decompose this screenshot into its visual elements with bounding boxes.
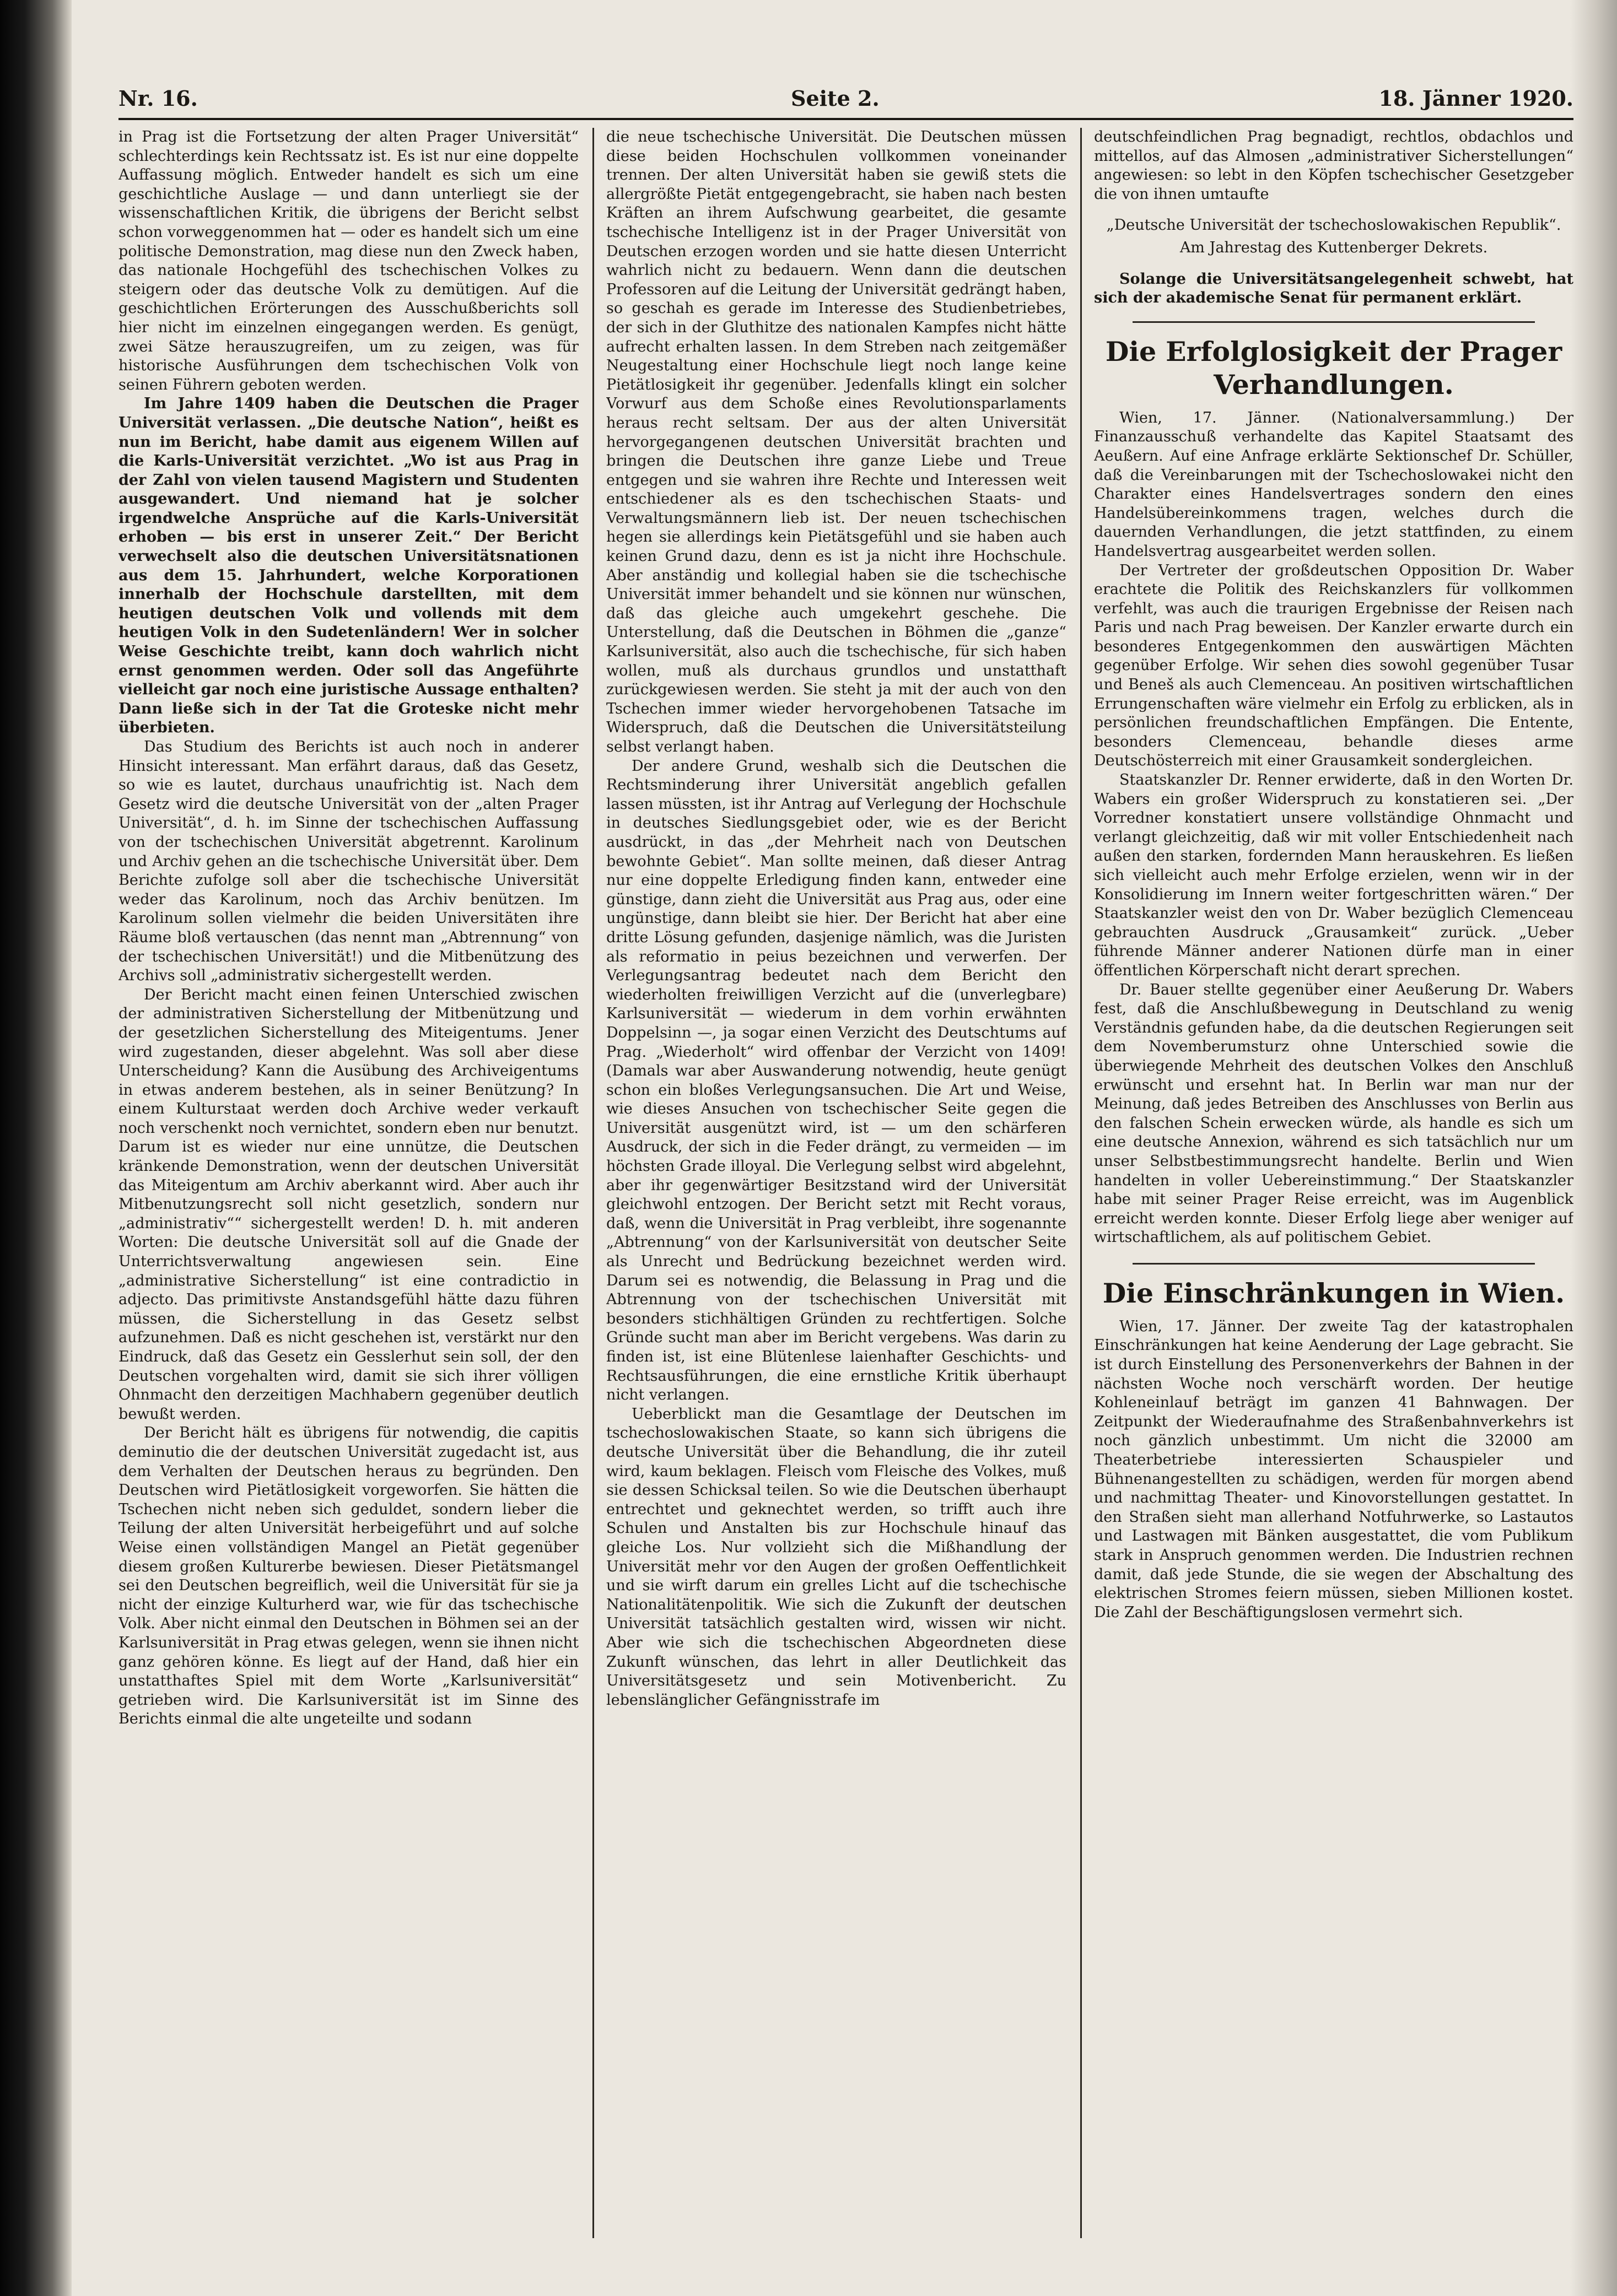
- article-divider: [1133, 321, 1535, 323]
- scan-right-edge: [1570, 0, 1617, 2296]
- paragraph: Dr. Bauer stellte gegenüber einer Aeußerung Dr. Wabers fest, daß die Anschlußbewegung in Deutschland zu wenig Verständnis gefunden habe, da die deutschen Regierungen seit dem Novemberumsturz ohne Unterschied sowie die überwiegende Mehrheit des deutschen Volkes den Anschluß erwünscht und ersehnt hat. In Berlin war man nur der Meinung, daß jedes Betreiben des Anschlusses von Berlin aus den falschen Schein erwecken würde, als handle es sich um eine deutsche Annexion, während es sich tatsächlich nur um unser Selbstbestimmungsrecht handelte. Berlin und Wien handelten in voller Uebereinstimmung.“ Der Staatskanzler habe mit seiner Prager Reise erreicht, was im Augenblick erreicht werden konnte. Dieser Erfolg liege aber weniger auf wirtschaftlichem, als auf politischem Gebiet.: [1094, 981, 1573, 1246]
- senate-note: Solange die Universitätsangelegenheit schwebt, hat sich der akademische Senat für permanent erklärt.: [1094, 270, 1573, 307]
- issue-number: Nr. 16.: [118, 86, 198, 111]
- article-divider: [1133, 1263, 1535, 1265]
- paragraph: Der andere Grund, weshalb sich die Deutschen die Rechtsminderung ihrer Universität angeblich gefallen lassen müssten, ist ihr Antrag auf Verlegung der Hochschule in deutsches Siedlungsgebiet oder, wie es der Bericht ausdrückt, in das „der Mehrheit nach von Deutschen bewohnte Gebiet“. Man sollte meinen, daß dieser Antrag nur eine doppelte Erledigung finden kann, entweder eine günstige, dann zieht die Universität aus Prag aus, oder eine ungünstige, dann bleibt sie hier. Der Bericht hat aber eine dritte Lösung gefunden, dasjenige nämlich, was die Juristen als reformatio in peius bezeichnen und verwerfen. Der Verlegungsantrag bedeutet nach dem Bericht den wiederholten freiwilligen Verzicht auf die (unverlegbare) Karlsuniversität — wiederum in dem vorhin erwähnten Doppelsinn —, ja sogar einen Verzicht des Deutschtums auf Prag. „Wiederholt“ wird offenbar der Verzicht von 1409! (Damals war aber Auswanderung notwendig, heute genügt schon ein bloßes Verlegungsansuchen. Die Art und Weise, wie dieses Ansuchen von tschechischer Seite gegen die Universität ausgenützt wird, ist — um den schärferen Ausdruck, der sich in die Feder drängt, zu vermeiden — im höchsten Grade illoyal. Die Verlegung selbst wird abgelehnt, aber ihr gegenwärtiger Besitzstand wird der Universität gleichwohl entzogen. Der Bericht setzt mit Recht voraus, daß, wenn die Universität in Prag verbleibt, ihre sogenannte „Abtrennung“ von der Karlsuniversität von deutscher Seite als Unrecht und Bedrückung bezeichnet werden wird. Darum sei es notwendig, die Belassung in Prag und die Abtrennung von der tschechischen Universität mit besonders stichhältigen Gründen zu rechtfertigen. Solche Gründe sucht man aber im Bericht vergebens. Was darin zu finden ist, ist eine Blütenlese laienhafter Geschichts- und Rechtsausführungen, die eine ernstliche Kritik überhaupt nicht verlangen.: [606, 757, 1066, 1404]
- paragraph: die neue tschechische Universität. Die Deutschen müssen diese beiden Hochschulen vollkommen voneinander trennen. Der alten Universität haben sie gewiß stets die allergrößte Pietät entgegengebracht, sie haben nach besten Kräften an ihrem Aufschwung gearbeitet, die gesamte tschechische Intelligenz ist in der Prager Universität von Deutschen erzogen worden und sie hatte diesen Unterricht wahrlich nicht zu bedauern. Wenn dann die deutschen Professoren auf die Leitung der Universität gedrängt haben, so geschah es gerade im Interesse des Studienbetriebes, der sich in der Gluthitze des nationalen Kampfes nicht hätte aufrecht erhalten lassen. In dem Streben nach zeitgemäßer Neugestaltung einer Hochschule liegt noch lange keine Pietätlosigkeit ihr gegenüber. Jedenfalls klingt ein solcher Vorwurf aus dem Schoße eines Revolutionsparlaments heraus recht seltsam. Der aus der alten Universität hervorgegangenen deutschen Universität brachten und bringen die Deutschen ihre ganze Liebe und Treue entgegen und sie wahren ihre Rechte und Interessen weit entschiedener als es den tschechischen Staats- und Verwaltungsmännern lieb ist. Der neuen tschechischen hegen sie allerdings kein Pietätsgefühl und sie haben auch keinen Grund dazu, denn es ist ja nicht ihre Hochschule. Aber anständig und kollegial haben sie die tschechische Universität immer behandelt und sie können nur wünschen, daß das gleiche auch umgekehrt geschehe. Die Unterstellung, daß die Deutschen in Böhmen die „ganze“ Karlsuniversität, also auch die tschechische, für sich haben wollen, muß als durchaus grundlos und unstatthaft zurückgewiesen werden. Sie steht ja mit der auch von den Tschechen immer wieder hervorgehobenen Tatsache im Widerspruch, daß die Deutschen die Universitätsteilung selbst verlangt haben.: [606, 128, 1066, 755]
- signature-line: „Deutsche Universität der tschechoslowakischen Republik“.: [1106, 217, 1561, 234]
- paragraph: Wien, 17. Jänner. (Nationalversammlung.) Der Finanzausschuß verhandelte das Kapitel Staatsamt des Aeußern. Auf eine Anfrage erklärte Sektionschef Dr. Schüller, daß die Vereinbarungen mit der Tschechoslowakei nicht den Charakter eines Handelsvertrages sondern den eines Handelsübereinkommens tragen, welches durch die dauernden Verhandlungen, die jetzt stattfinden, zu einem Handelsvertrag ausgearbeitet werden sollen.: [1094, 409, 1573, 560]
- dateline-note: Am Jahrestag des Kuttenberger Dekrets.: [1179, 239, 1488, 256]
- paragraph: in Prag ist die Fortsetzung der alten Prager Universität“ schlechterdings kein Rechtssatz ist. Es ist nur eine doppelte Auffassung möglich. Entweder handelt es sich um eine geschichtliche Auslage — und dann unterliegt sie der wissenschaftlichen Kritik, die übrigens der Bericht selbst schon vorweggenommen hat — oder es handelt sich um eine politische Demonstration, mag diese nun den Zweck haben, das nationale Hochgefühl des tschechischen Volkes zu steigern oder das deutsche Volk zu demütigen. Auf die geschichtlichen Erörterungen des Ausschußberichts soll hier nicht im einzelnen eingegangen werden. Es genügt, zwei Sätze herauszugreifen, um zu zeigen, was für historische Ausführungen dem tschechischen Volk von seinen Führern geboten werden.: [118, 128, 579, 393]
- issue-date: 18. Jänner 1920.: [1378, 86, 1573, 111]
- column-1: [118, 128, 579, 2244]
- paragraph: Der Vertreter der großdeutschen Opposition Dr. Waber erachtete die Politik des Reichskanzlers für vollkommen verfehlt, was auch die traurigen Ergebnisse der Reisen nach Paris und nach Prag beweisen. Der Kanzler erwarte durch ein besonderes Entgegenkommen den auswärtigen Mächten gegenüber Erfolge. Wir sehen dies sowohl gegenüber Tusar und Beneš als auch Clemenceau. An positiven wirtschaftlichen Errungenschaften wäre vielmehr ein Erfolg zu erblicken, als in persönlichen freundschaftlichen Empfängen. Die Entente, besonders Clemenceau, behandle dieses arme Deutschösterreich mit einer Grausamkeit sondergleichen.: [1094, 561, 1573, 770]
- article-headline: Die Einschränkungen in Wien.: [1102, 1277, 1565, 1309]
- paragraph: Das Studium des Berichts ist auch noch in anderer Hinsicht interessant. Man erfährt daraus, daß das Gesetz, so wie es lautet, durchaus unaufrichtig ist. Nach dem Gesetz wird die deutsche Universität von der „alten Prager Universität“, d. h. im Sinne der tschechischen Auffassung von der tschechischen Universität abgetrennt. Karolinum und Archiv gehen an die tschechische Universität über. Dem Berichte zufolge soll aber die tschechische Universität weder das Karolinum, noch das Archiv benützen. Im Karolinum sollen vielmehr die beiden Universitäten ihre Räume bloß vertauschen (das nennt man „Abtrennung“ von der tschechischen Universität!) und die Mitbenützung des Archivs soll „administrativ sichergestellt werden.: [118, 738, 579, 985]
- column-2: [606, 128, 1066, 2244]
- page-header: [118, 83, 1573, 121]
- paragraph: Der Bericht hält es übrigens für notwendig, die capitis deminutio die der deutschen Universität zugedacht ist, aus dem Verhalten der Deutschen heraus zu begründen. Den Deutschen wird Pietätlosigkeit vorgeworfen. Sie hätten die Tschechen nicht neben sich geduldet, sondern lieber die Teilung der alten Universität herbeigeführt und auf solche Weise einen vollständigen Mangel an Pietät gegenüber diesem großen Kulturerbe bewiesen. Dieser Pietätsmangel sei den Deutschen begreiflich, weil die Universität für sie ja nicht der einzige Kulturherd war, wie für das tschechische Volk. Aber nicht einmal den Deutschen in Böhmen sei an der Karlsuniversität in Prag etwas gelegen, wenn sie ihnen nicht ganz gehören könne. Es liegt auf der Hand, daß hier ein unstatthaftes Spiel mit dem Worte „Karlsuniversität“ getrieben wird. Die Karlsuniversität ist im Sinne des Berichts einmal die alte ungeteilte und sodann: [118, 1424, 579, 1728]
- paragraph: Im Jahre 1409 haben die Deutschen die Prager Universität verlassen. „Die deutsche Nation“, heißt es nun im Bericht, habe damit aus eigenem Willen auf die Karls-Universität verzichtet. „Wo ist aus Prag in der Zahl von vielen tausend Magistern und Studenten ausgewandert. Und niemand hat je solcher irgendwelche Ansprüche auf die Karls-Universität erhoben — bis erst in unserer Zeit.“ Der Bericht verwechselt also die deutschen Universitätsnationen aus dem 15. Jahrhundert, welche Korporationen innerhalb der Hochschule darstellten, mit dem heutigen deutschen Volk und vollends mit dem heutigen Volk in den Sudetenländern! Wer in solcher Weise Geschichte treibt, kann doch wahrlich nicht ernst genommen werden. Oder soll das Angeführte vielleicht gar noch eine juristische Aussage enthalten? Dann ließe sich in der Tat die Groteske nicht mehr überbieten.: [118, 395, 579, 737]
- column-rule: [592, 128, 594, 2238]
- column-3: [1094, 128, 1573, 2244]
- paragraph: Ueberblickt man die Gesamtlage der Deutschen im tschechoslowakischen Staate, so kann sich übrigens die deutsche Universität über die Behandlung, die ihr zuteil wird, kaum beklagen. Fleisch vom Fleische des Volkes, muß sie dessen Schicksal teilen. So wie die Deutschen überhaupt entrechtet und geknechtet werden, so trifft auch ihre Schulen und Anstalten bis zur Hochschule hinauf das gleiche Los. Nur vollzieht sich die Mißhandlung der Universität mehr vor den Augen der großen Oeffentlichkeit und sie wirft darum ein grelles Licht auf die tschechische Nationalitätenpolitik. Wie sich die Zukunft der deutschen Universität tatsächlich gestalten wird, wissen wir nicht. Aber wie sich die tschechischen Abgeordneten diese Zukunft wünschen, das lehrt in aller Deutlichkeit das Universitätsgesetz und sein Motivenbericht. Zu lebenslänglicher Gefängnisstrafe im: [606, 1405, 1066, 1709]
- scan-binding-edge: [0, 0, 72, 2296]
- paragraph: deutschfeindlichen Prag begnadigt, rechtlos, obdachlos und mittellos, auf das Almosen „administrativer Sicherstellungen“ angewiesen: so lebt in den Köpfen tschechischer Gesetzgeber die von ihnen umtaufte: [1094, 128, 1573, 203]
- page-number: Seite 2.: [791, 86, 880, 111]
- paragraph: Wien, 17. Jänner. Der zweite Tag der katastrophalen Einschränkungen hat keine Aenderung der Lage gebracht. Sie ist durch Einstellung des Personenverkehrs der Bahnen in der nächsten Woche noch verschärft worden. Der heutige Kohleneinlauf beträgt im ganzen 41 Bahnwagen. Der Zeitpunkt der Wiederaufnahme des Straßenbahnverkehrs ist noch gänzlich unbestimmt. Um nicht die 32000 am Theaterbetriebe interessierten Schauspieler und Bühnenangestellten zu schädigen, werden für morgen abend und nachmittag Theater- und Kinovorstellungen gestattet. In den Straßen sieht man allerhand Notfuhrwerke, so Lastautos und Lastwagen mit Bänken ausgestattet, die vom Publikum stark in Anspruch genommen werden. Die Industrien rechnen damit, daß jede Stunde, die sie wegen der Abschaltung des elektrischen Stromes feiern müssen, sieben Millionen kostet. Die Zahl der Beschäftigungslosen vermehrt sich.: [1094, 1317, 1573, 1621]
- paragraph: Staatskanzler Dr. Renner erwiderte, daß in den Worten Dr. Wabers ein großer Widerspruch zu konstatieren sei. „Der Vorredner konstatiert unsere vollständige Ohnmacht und verlangt gleichzeitig, daß wir mit voller Entschiedenheit nach außen den starken, fordernden Mann herauskehren. Es ließen sich vielleicht auch mehr Erfolge erzielen, wenn wir in der Konsolidierung im Innern weiter fortgeschritten wären.“ Der Staatskanzler weist den von Dr. Waber bezüglich Clemenceau gebrauchten Ausdruck „Grausamkeit“ zurück. „Ueber führende Männer anderer Nationen dürfe man in einer öffentlichen Körperschaft nicht derart sprechen.: [1094, 771, 1573, 979]
- column-rule: [1080, 128, 1082, 2238]
- header-rule: [118, 118, 1573, 120]
- newspaper-page: [118, 83, 1573, 2248]
- article-headline: Die Erfolglosigkeit der Prager Verhandlungen.: [1105, 335, 1562, 401]
- paragraph: Der Bericht macht einen feinen Unterschied zwischen der administrativen Sicherstellung der Mitbenützung und der gesetzlichen Sicherstellung des Miteigentums. Jener wird zugestanden, dieser abgelehnt. Was soll aber diese Unterscheidung? Kann die Ausübung des Archiveigentums in etwas anderem bestehen, als in seiner Benützung? In einem Kulturstaat werden doch Archive weder verkauft noch verschenkt noch vernichtet, sondern eben nur benutzt. Darum ist es wieder nur eine unnütze, die Deutschen kränkende Demonstration, wenn der deutschen Universität das Miteigentum am Archiv aberkannt wird. Aber auch ihr Mitbenutzungsrecht soll nicht gesetzlich, sondern nur „administrativ““ sichergestellt werden! D. h. mit anderen Worten: Die deutsche Universität soll auf die Gnade der Unterrichtsverwaltung angewiesen sein. Eine „administrative Sicherstellung“ ist eine contradictio in adjecto. Das primitivste Anstandsgefühl hätte dazu führen müssen, die Sicherstellung in das Gesetz selbst aufzunehmen. Daß es nicht geschehen ist, verstärkt nur den Eindruck, daß das Gesetz ein Gesslerhut sein soll, der den Deutschen vorgehalten wird, damit sie sich ihrer völligen Ohnmacht den derzeitigen Machhabern gegenüber deutlich bewußt werden.: [118, 986, 579, 1423]
